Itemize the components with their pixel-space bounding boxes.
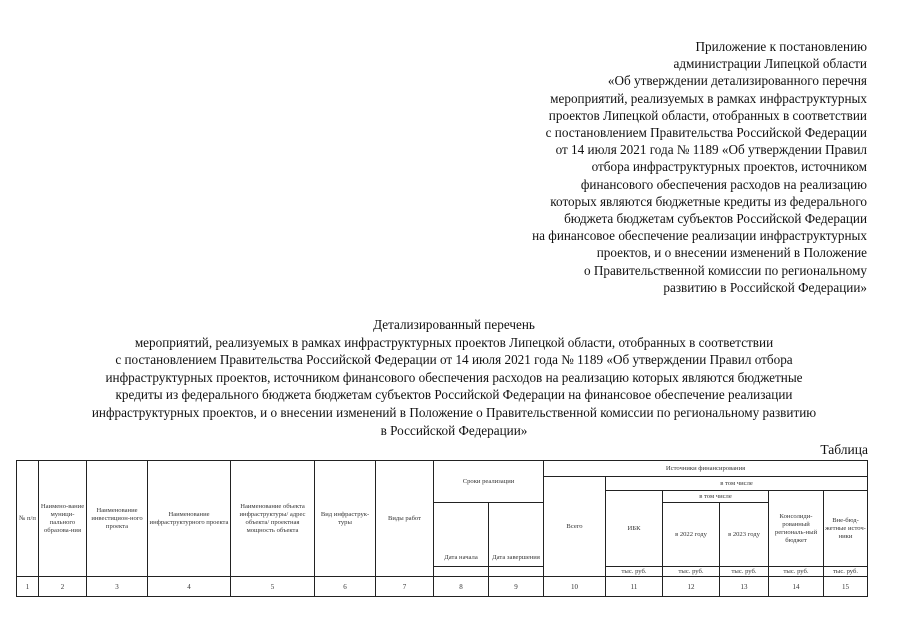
column-number: 8 — [434, 577, 489, 597]
title-line: в Российской Федерации» — [380, 422, 528, 438]
header-num: № п/п — [17, 461, 39, 577]
header-end: Дата завершения — [489, 503, 544, 567]
column-number: 1 — [17, 577, 39, 597]
header-sources: Источники финансирования — [544, 461, 868, 477]
appendix-line: о Правительственной комиссии по региональному — [583, 262, 867, 278]
column-number: 10 — [544, 577, 606, 597]
unit-ibk: тыс. руб. — [606, 567, 663, 577]
document-title — [20, 316, 888, 439]
header-including-2: в том числе — [663, 491, 769, 503]
column-number: 13 — [720, 577, 769, 597]
appendix-line: Приложение к постановлению — [695, 39, 867, 54]
header-works: Виды работ — [376, 461, 434, 577]
header-municipality: Наимено-вание муници-пального образова-ния — [39, 461, 87, 577]
header-terms: Сроки реализации — [434, 461, 544, 503]
title-line: инфраструктурных проектов, и о внесении изменений в Положение о Правительственной комиссии по региональному развитию — [91, 404, 817, 420]
column-number: 5 — [231, 577, 315, 597]
title-line: мероприятий, реализуемых в рамках инфраструктурных проектов Липецкой области, отобранных в соответствии — [134, 334, 774, 350]
column-number: 2 — [39, 577, 87, 597]
header-2022: в 2022 году — [663, 503, 720, 567]
header-infra-object: Наименование объекта инфраструктуры/ адрес объекта/ проектная мощность объекта — [231, 461, 315, 577]
column-number: 11 — [606, 577, 663, 597]
unit-consolidated: тыс. руб. — [769, 567, 824, 577]
appendix-line: администрации Липецкой области — [673, 56, 867, 72]
header-infra-type: Вид инфраструк-туры — [315, 461, 376, 577]
appendix-line: мероприятий, реализуемых в рамках инфраструктурных — [550, 90, 867, 106]
appendix-line: «Об утверждении детализированного перечня — [607, 73, 867, 89]
appendix-header — [447, 38, 867, 296]
appendix-line: с постановлением Правительства Российской Федерации — [545, 125, 867, 141]
unit-2022: тыс. руб. — [663, 567, 720, 577]
header-consolidated: Консолиди-рованный региональ-ный бюджет — [769, 491, 824, 567]
header-project: Наименование инвестицион-ного проекта — [87, 461, 148, 577]
title-line: инфраструктурных проектов, источником финансового обеспечения расходов на реализацию которых являются бюджетные — [105, 369, 803, 385]
title-heading: Детализированный перечень — [373, 317, 535, 332]
appendix-line: финансового обеспечения расходов на реализацию — [580, 176, 867, 192]
appendix-line: проектов, и о внесении изменений в Положение — [596, 245, 867, 261]
header-ibk: ИБК — [606, 491, 663, 567]
unit-offbudget: тыс. руб. — [824, 567, 868, 577]
appendix-line: которых являются бюджетные кредиты из федерального — [550, 193, 867, 209]
column-number: 9 — [489, 577, 544, 597]
header-including: в том числе — [606, 477, 868, 491]
appendix-line: на финансовое обеспечение реализации инфраструктурных — [532, 228, 867, 244]
title-line: кредиты из федерального бюджета бюджетам субъектов Российской Федерации на финансовое обеспечение реализации — [115, 387, 793, 403]
header-2023: в 2023 году — [720, 503, 769, 567]
unit-2023: тыс. руб. — [720, 567, 769, 577]
header-offbudget: Вне-бюд-жетные источ-ники — [824, 491, 868, 567]
header-start-unit — [434, 567, 489, 577]
projects-table — [16, 460, 868, 597]
header-total: Всего — [544, 477, 606, 577]
appendix-line: от 14 июля 2021 года № 1189 «Об утверждении Правил — [555, 142, 867, 158]
appendix-line: отбора инфраструктурных проектов, источником — [591, 159, 867, 175]
title-line: с постановлением Правительства Российской Федерации от 14 июля 2021 года № 1189 «Об утверждении Правил отбора — [115, 352, 793, 368]
appendix-line: развитию в Российской Федерации» — [663, 279, 867, 295]
header-infra-project: Наименование инфраструктурного проекта — [148, 461, 231, 577]
table-caption: Таблица — [820, 442, 868, 457]
appendix-line: бюджета бюджетам субъектов Российской Федерации — [564, 211, 867, 227]
appendix-line: проектов Липецкой области, отобранных в соответствии — [548, 107, 867, 123]
column-number: 15 — [824, 577, 868, 597]
column-number: 14 — [769, 577, 824, 597]
header-end-unit — [489, 567, 544, 577]
column-number: 3 — [87, 577, 148, 597]
header-start: Дата начала — [434, 503, 489, 567]
column-number: 12 — [663, 577, 720, 597]
column-number-row — [17, 577, 868, 597]
column-number: 7 — [376, 577, 434, 597]
column-number: 6 — [315, 577, 376, 597]
column-number: 4 — [148, 577, 231, 597]
